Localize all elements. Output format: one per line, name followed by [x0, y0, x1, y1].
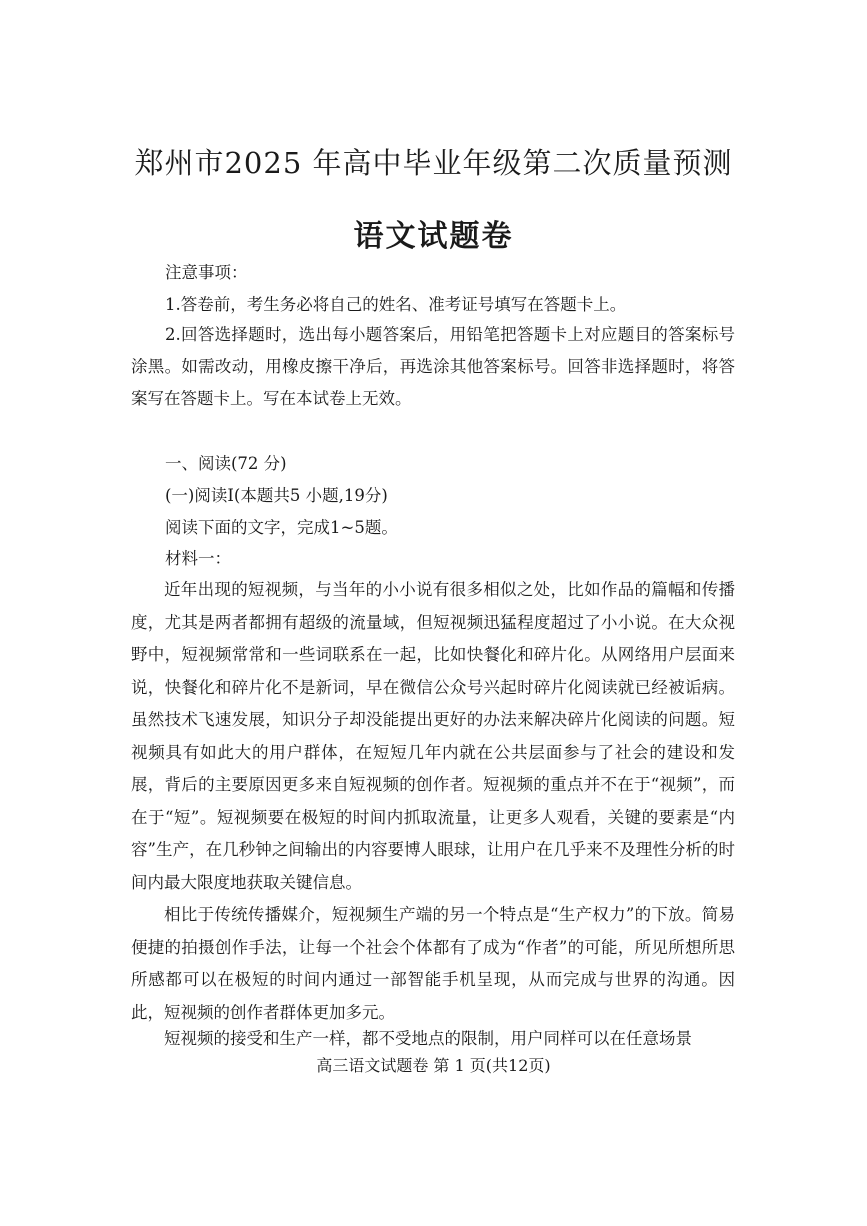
page-footer: 高三语文试题卷 第 1 页(共12页) — [316, 1056, 551, 1075]
body-paragraph-1: 近年出现的短视频，与当年的小小说有很多相似之处，比如作品的篇幅和传播度，尤其是两者都拥有超级的流量域，但短视频迅猛程度超过了小小说。在大众视野中，短视频常常和一些词联系在一起，比如快餐化和碎片化。从网络用户层面来说，快餐化和碎片化不是新词，早在微信公众号兴起时碎片化阅读就已经被诟病。虽然技术飞速发展，知识分子却没能提出更好的办法来解决碎片化阅读的问题。短视频具有如此大的用户群体，在短短几年内就在公共层面参与了社会的建设和发展，背后的主要原因更多来自短视频的创作者。短视频的重点并不在于“视频”，而在于“短”。短视频要在极短的时间内抓取流量，让更多人观看，关键的要素是“内容”生产，在几秒钟之间输出的内容要博人眼球，让用户在几乎来不及理性分析的时间内最大限度地获取关键信息。 — [131, 580, 735, 892]
notice-item-1: 1.答卷前，考生务必将自己的姓名、准考证号填写在答题卡上。 — [165, 295, 627, 314]
reading-instruction: 阅读下面的文字，完成1~5题。 — [165, 518, 398, 537]
body-paragraph-3: 短视频的接受和生产一样，都不受地点的限制，用户同样可以在任意场景 — [164, 1029, 692, 1048]
body-paragraph-2: 相比于传统传播媒介，短视频生产端的另一个特点是“生产权力”的下放。简易便捷的拍摄创作手法，让每一个社会个体都有了成为“作者”的可能，所见所想所思所感都可以在极短的时间内通过一部智能手机呈现，从而完成与世界的沟通。因此，短视频的创作者群体更加多元。 — [131, 905, 735, 1022]
material-label: 材料一： — [165, 549, 231, 568]
sub-heading: (一)阅读Ⅰ(本题共5 小题,19分) — [165, 486, 388, 505]
exam-title: 郑州市2025 年高中毕业年级第二次质量预测 — [134, 146, 733, 180]
notice-item-2: 2.回答选择题时，选出每小题答案后，用铅笔把答题卡上对应题目的答案标号涂黑。如需改动，用橡皮擦干净后，再选涂其他答案标号。回答非选择题时，将答案写在答题卡上。写在本试卷上无效。 — [131, 325, 735, 408]
part-heading: 一、阅读(72 分) — [165, 454, 287, 473]
notice-heading: 注意事项： — [165, 263, 248, 282]
exam-subtitle: 语文试题卷 — [353, 219, 514, 254]
